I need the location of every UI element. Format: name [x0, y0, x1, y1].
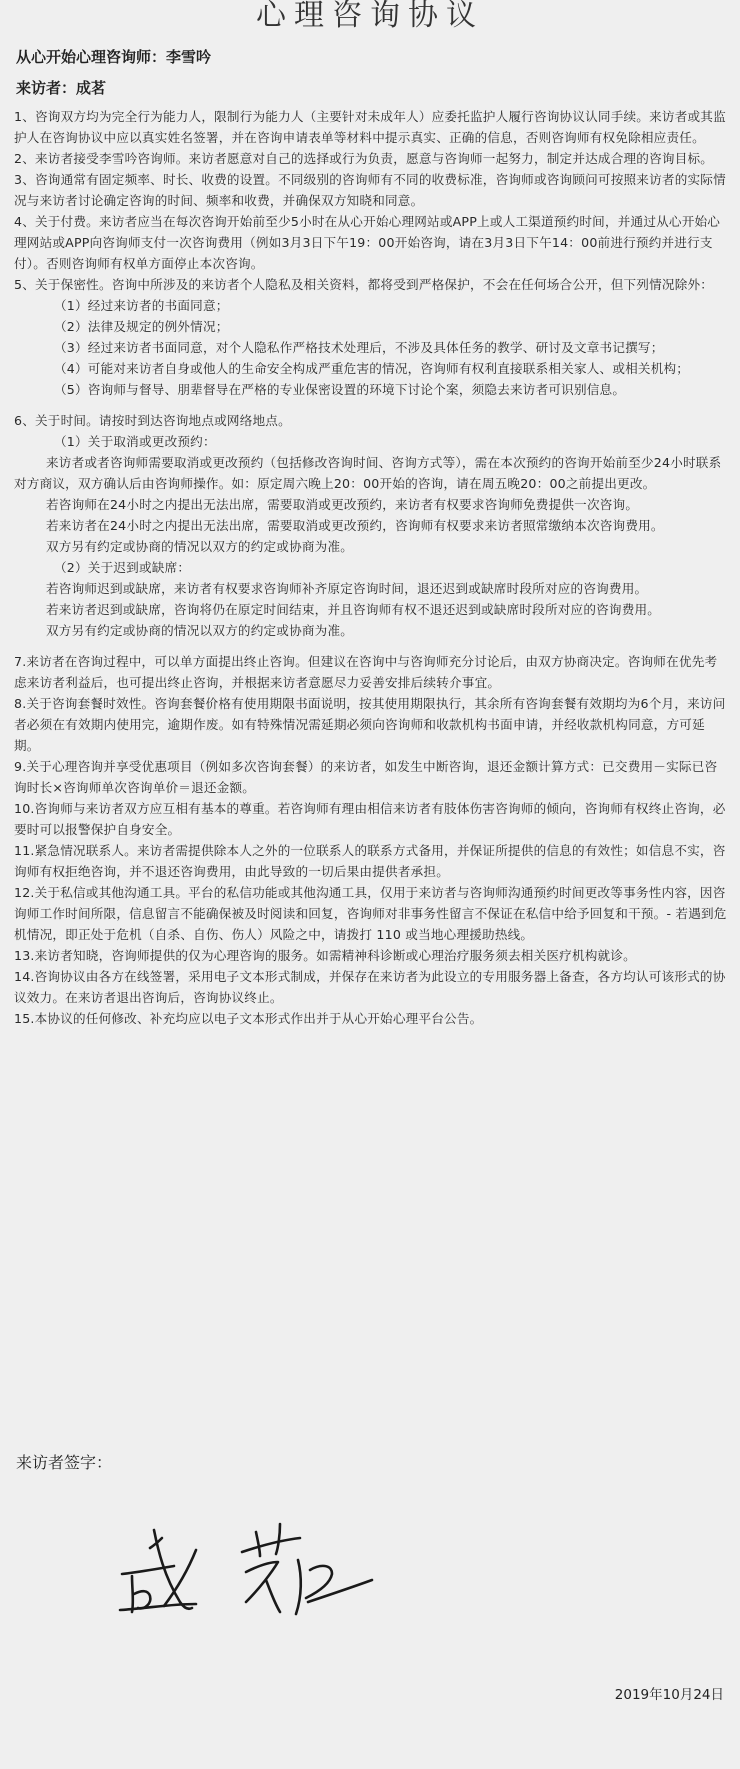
clause-6-para-4: 双方另有约定或协商的情况以双方的约定或协商为准。: [46, 539, 354, 554]
clause-6-para-3: 若来访者在24小时之内提出无法出席，需要取消或更改预约，咨询师有权要求来访者照常缴纳本次咨询费用。: [46, 518, 664, 533]
clause-5-item-3: （3）经过来访者书面同意，对个人隐私作严格技术处理后，不涉及具体任务的教学、研讨及文章书记撰写；: [54, 340, 664, 355]
clause-5-intro: 5、关于保密性。咨询中所涉及的来访者个人隐私及相关资料，都将受到严格保护，不会在任何场合公开，但下列情况除外：: [14, 277, 714, 292]
clause-6-para-7: 双方另有约定或协商的情况以双方的约定或协商为准。: [46, 623, 354, 638]
clause-6-heading-2: （2）关于迟到或缺席：: [54, 560, 191, 575]
clause-6-heading-1: （1）关于取消或更改预约：: [54, 434, 216, 449]
clause-6-para-1: 来访者或者咨询师需要取消或更改预约（包括修改咨询时间、咨询方式等），需在本次预约的咨询开始前至少24小时联系对方商议，双方确认后由咨询师操作。如：原定周六晚上20：00开始的咨询，请在周五晚20：00之前提出更改。: [14, 455, 722, 491]
agreement-body: [14, 106, 728, 1029]
clause-2: 2、来访者接受李雪吟咨询师。来访者愿意对自己的选择或行为负责，愿意与咨询师一起努力，制定并达成合理的咨询目标。: [14, 151, 714, 166]
clause-7: 7.来访者在咨询过程中，可以单方面提出终止咨询。但建议在咨询中与咨询师充分讨论后，由双方协商决定。咨询师在优先考虑来访者利益后，也可提出终止咨询，并根据来访者意愿尽力妥善安排后续转介事宜。: [14, 654, 718, 690]
signature-label: 来访者签字：: [16, 1453, 113, 1472]
clause-8: 8.关于咨询套餐时效性。咨询套餐价格有使用期限书面说明，按其使用期限执行，其余所有咨询套餐有效期均为6个月，来访问者必须在有效期内使用完，逾期作废。如有特殊情况需延期必须向咨询师和收款机构书面申请，并经收款机构同意，方可延期。: [14, 696, 726, 753]
clause-6-para-2: 若咨询师在24小时之内提出无法出席，需要取消或更改预约，来访者有权要求咨询师免费提供一次咨询。: [46, 497, 639, 512]
clause-15: 15.本协议的任何修改、补充均应以电子文本形式作出并于从心开始心理平台公告。: [14, 1011, 483, 1026]
clause-13: 13.来访者知晓，咨询师提供的仅为心理咨询的服务。如需精神科诊断或心理治疗服务须去相关医疗机构就诊。: [14, 948, 636, 963]
client-line: 来访者：成茗: [16, 79, 107, 97]
signing-date: 2019年10月24日: [614, 1687, 724, 1703]
clause-5-item-2: （2）法律及规定的例外情况；: [54, 319, 229, 334]
clause-1: 1、咨询双方均为完全行为能力人，限制行为能力人（主要针对未成年人）应委托监护人履行咨询协议认同手续。来访者或其监护人在咨询协议中应以真实姓名签署，并在咨询申请表单等材料中提示真实、正确的信息，否则咨询师有权免除相应责任。: [14, 109, 726, 145]
clause-9: 9.关于心理咨询并享受优惠项目（例如多次咨询套餐）的来访者，如发生中断咨询，退还金额计算方式：已交费用－实际已咨询时长×咨询师单次咨询单价＝退还金额。: [14, 759, 718, 795]
page-title: 心理咨询协议: [256, 0, 484, 33]
clause-5: [14, 274, 728, 400]
clause-5-item-4: （4）可能对来访者自身或他人的生命安全构成严重危害的情况，咨询师有权利直接联系相关家人、或相关机构；: [54, 361, 690, 376]
handwritten-signature: [110, 1510, 380, 1620]
clause-6: [14, 410, 728, 641]
clause-14: 14.咨询协议由各方在线签署，采用电子文本形式制成，并保存在来访者为此设立的专用服务器上备查，各方均认可该形式的协议效力。在来访者退出咨询后，咨询协议终止。: [14, 969, 726, 1005]
clause-6-intro: 6、关于时间。请按时到达咨询地点或网络地点。: [14, 413, 291, 428]
clause-5-item-5: （5）咨询师与督导、朋辈督导在严格的专业保密设置的环境下讨论个案，须隐去来访者可识别信息。: [54, 382, 626, 397]
clause-6-para-6: 若来访者迟到或缺席，咨询将仍在原定时间结束，并且咨询师有权不退还迟到或缺席时段所对应的咨询费用。: [46, 602, 661, 617]
clause-11: 11.紧急情况联系人。来访者需提供除本人之外的一位联系人的联系方式备用，并保证所提供的信息的有效性；如信息不实，咨询师有权拒绝咨询，并不退还咨询费用，由此导致的一切后果由提供者承担。: [14, 843, 726, 879]
clause-12: 12.关于私信或其他沟通工具。平台的私信功能或其他沟通工具，仅用于来访者与咨询师沟通预约时间更改等事务性内容，因咨询师工作时间所限，信息留言不能确保被及时阅读和回复，咨询师对非事务性留言不保证在私信中给予回复和干预。- 若遇到危机情况，即正处于危机（自杀、自伤、伤人）风险之中，请拨打 110 或当地心理援助热线。: [14, 885, 727, 942]
counselor-line: 从心开始心理咨询师：李雪吟: [16, 48, 212, 66]
clause-3: 3、咨询通常有固定频率、时长、收费的设置。不同级别的咨询师有不同的收费标准，咨询师或咨询顾问可按照来访者的实际情况与来访者讨论确定咨询的时间、频率和收费，并确保双方知晓和同意。: [14, 172, 726, 208]
clause-4: 4、关于付费。来访者应当在每次咨询开始前至少5小时在从心开始心理网站或APP上或人工渠道预约时间，并通过从心开始心理网站或APP向咨询师支付一次咨询费用（例如3月3日下午19：00开始咨询，请在3月3日下午14：00前进行预约并进行支付）。否则咨询师有权单方面停止本次咨询。: [14, 214, 721, 271]
clause-6-para-5: 若咨询师迟到或缺席，来访者有权要求咨询师补齐原定咨询时间，退还迟到或缺席时段所对应的咨询费用。: [46, 581, 648, 596]
clause-10: 10.咨询师与来访者双方应互相有基本的尊重。若咨询师有理由相信来访者有肢体伤害咨询师的倾向，咨询师有权终止咨询，必要时可以报警保护自身安全。: [14, 801, 726, 837]
clause-5-item-1: （1）经过来访者的书面同意；: [54, 298, 229, 313]
